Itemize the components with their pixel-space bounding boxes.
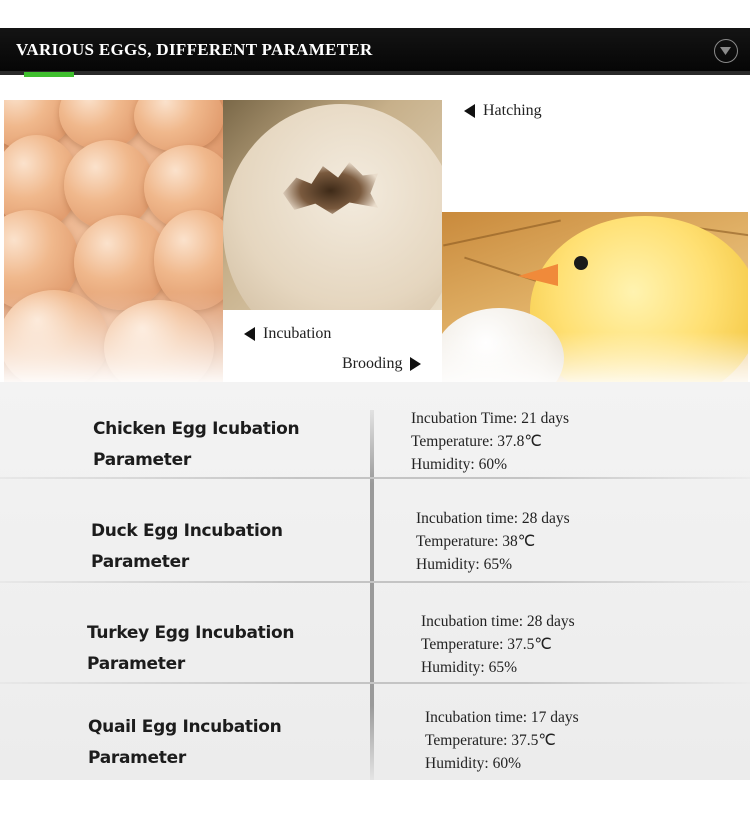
column-divider	[370, 410, 374, 780]
arrow-right-icon	[410, 357, 421, 371]
humidity: Humidity: 60%	[425, 755, 522, 772]
quail-egg-parameter-name: Quail Egg Incubation Parameter	[88, 717, 282, 768]
quail-egg-parameter-values	[425, 706, 579, 775]
incubation-time: Incubation time: 28 days	[421, 613, 575, 630]
incubation-time: Incubation time: 28 days	[416, 510, 570, 527]
incubation-time: Incubation Time: 21 days	[411, 410, 570, 427]
incubation-label	[244, 325, 331, 343]
turkey-egg-parameter-values	[421, 610, 575, 679]
incubation-parameter-table	[0, 382, 750, 780]
duck-egg-parameter-name: Duck Egg Incubation Parameter	[91, 521, 283, 572]
brooding-label	[342, 355, 421, 373]
row-divider	[0, 682, 750, 684]
header-accent-bar	[24, 72, 74, 77]
turkey-egg-parameter-name: Turkey Egg Incubation Parameter	[87, 623, 295, 674]
temperature: Temperature: 37.5℃	[421, 636, 552, 653]
arrow-left-icon	[244, 327, 255, 341]
chicken-egg-parameter-name: Chicken Egg Icubation Parameter	[93, 419, 300, 470]
hatching-label-text: Hatching	[483, 102, 542, 119]
humidity: Humidity: 65%	[421, 659, 518, 676]
hatching-label	[464, 102, 542, 120]
temperature: Temperature: 37.5℃	[425, 732, 556, 749]
humidity: Humidity: 65%	[416, 556, 513, 573]
duck-egg-parameter-values	[416, 507, 570, 576]
chick-photo	[442, 212, 748, 382]
humidity: Humidity: 60%	[411, 456, 508, 473]
header-divider	[0, 71, 750, 75]
temperature: Temperature: 37.8℃	[411, 433, 542, 450]
eggs-tray-photo	[4, 100, 223, 382]
section-title: VARIOUS EGGS, DIFFERENT PARAMETER	[16, 40, 373, 59]
hatching-egg-photo	[223, 100, 442, 310]
brooding-label-text: Brooding	[342, 355, 403, 372]
egg-lifecycle-collage	[0, 100, 750, 382]
arrow-left-icon	[464, 104, 475, 118]
section-header	[0, 28, 750, 74]
row-divider	[0, 581, 750, 583]
incubation-label-text: Incubation	[263, 325, 332, 342]
row-divider	[0, 477, 750, 479]
chicken-egg-parameter-values	[411, 407, 569, 476]
temperature: Temperature: 38℃	[416, 533, 536, 550]
chevron-down-icon[interactable]	[714, 39, 738, 63]
incubation-time: Incubation time: 17 days	[425, 709, 579, 726]
